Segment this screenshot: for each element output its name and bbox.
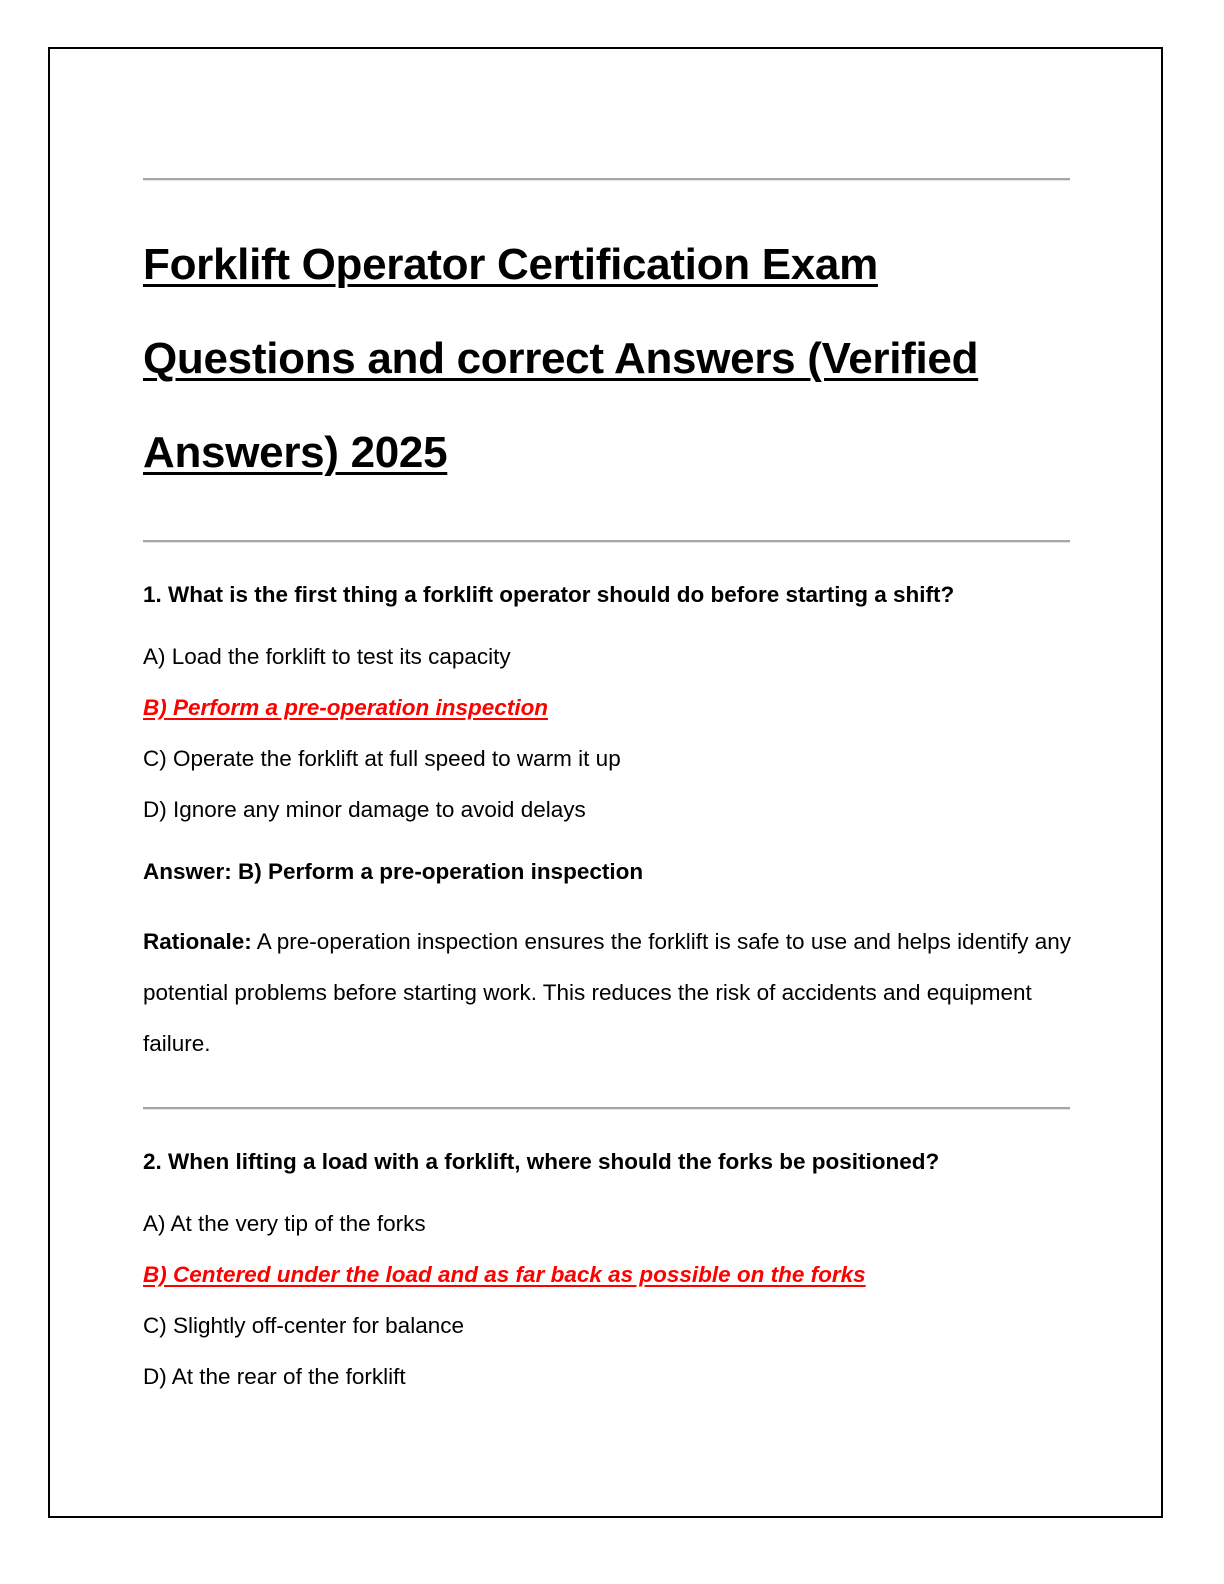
document-title	[143, 218, 1083, 500]
title-line: Answers) 2025	[143, 428, 448, 477]
question-1-option-c: C) Operate the forklift at full speed to warm it up	[143, 746, 621, 771]
question-1-option-b-correct: B) Perform a pre-operation inspection	[143, 695, 549, 720]
title-line: Questions and correct Answers (Verified	[143, 334, 979, 383]
question-2-option-c: C) Slightly off-center for balance	[143, 1313, 464, 1338]
divider-rule	[143, 178, 1070, 181]
question-1-rationale	[143, 916, 1073, 1069]
question-1-option-a: A) Load the forklift to test its capacity	[143, 644, 511, 669]
question-2-option-a: A) At the very tip of the forks	[143, 1211, 426, 1236]
question-1-answer: Answer: B) Perform a pre-operation inspection	[143, 859, 644, 884]
question-1-text: 1. What is the first thing a forklift operator should do before starting a shift?	[143, 582, 955, 607]
title-line: Forklift Operator Certification Exam	[143, 240, 878, 289]
divider-rule	[143, 1107, 1070, 1110]
question-1-option-d: D) Ignore any minor damage to avoid delays	[143, 797, 586, 822]
rationale-label: Rationale:	[143, 929, 252, 954]
question-2-option-b-correct: B) Centered under the load and as far back as possible on the forks	[143, 1262, 866, 1287]
rationale-text: A pre-operation inspection ensures the forklift is safe to use and helps identify any potential problems before starting work. This reduces the risk of accidents and equipment failure.	[143, 929, 1072, 1056]
question-2-text: 2. When lifting a load with a forklift, where should the forks be positioned?	[143, 1149, 940, 1174]
divider-rule	[143, 540, 1070, 543]
question-2-option-d: D) At the rear of the forklift	[143, 1364, 406, 1389]
